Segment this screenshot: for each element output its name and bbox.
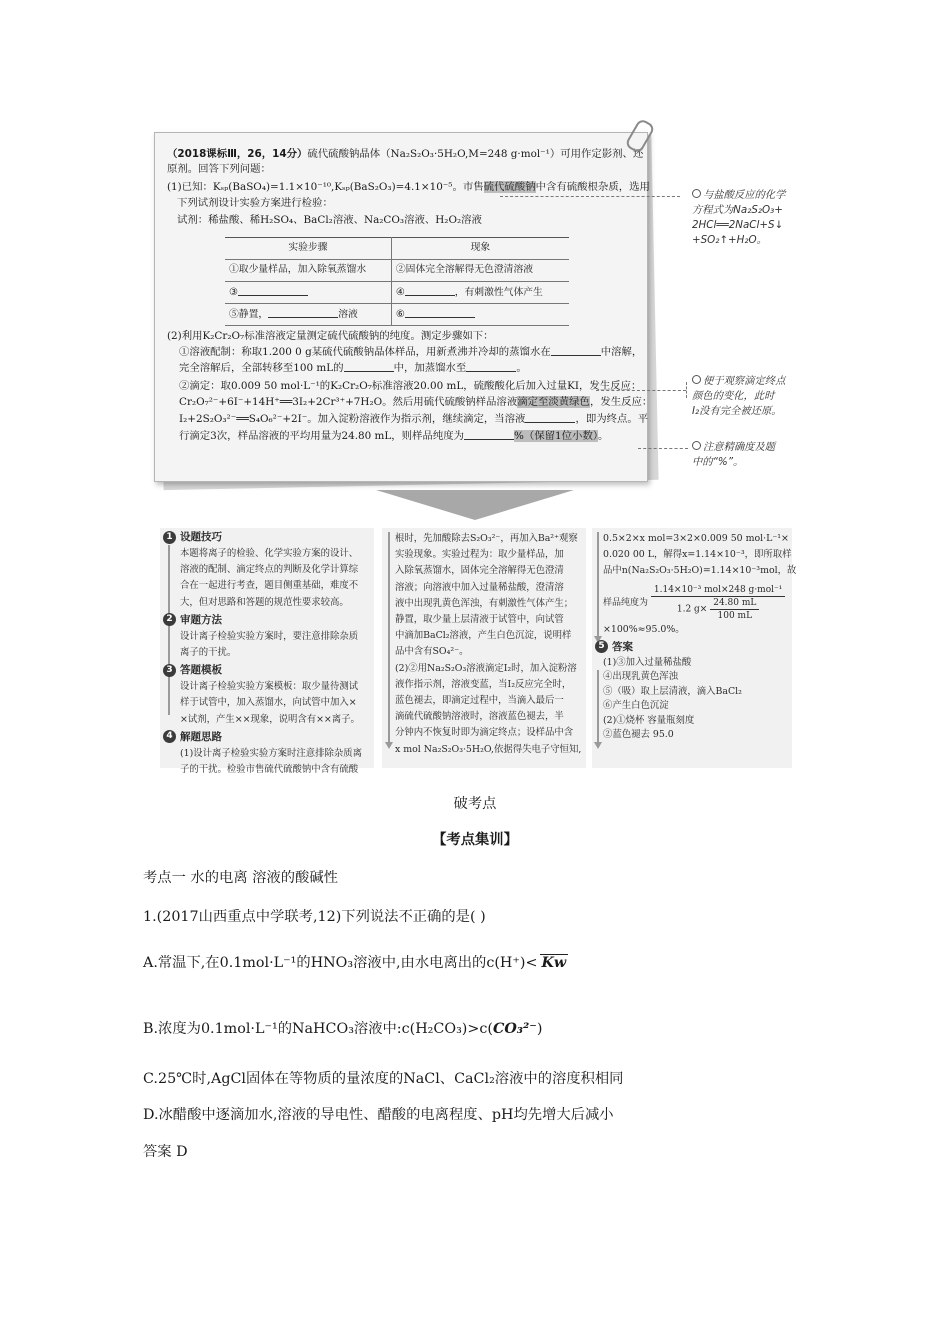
table-row: ⑤静置， 溶液 ⑥ [225,304,569,326]
question-stem: 1.(2017山西重点中学联考,12)下列说法不正确的是( ) [143,909,486,925]
highlight-precision: %（保留1位小数） [514,430,599,442]
margin-note-2: 便于观察滴定终点 颜色的变化，此时 I₂没有完全被还原。 [692,375,786,417]
section-header-2: 2 审题方法 [163,611,377,629]
table-header-steps: 实验步骤 [225,238,391,260]
note-bullet-icon [692,375,701,384]
card-line-2: 原剂。回答下列问题： [167,163,271,175]
answer-blank[interactable] [525,412,575,423]
timeline-arrow-icon [594,742,602,749]
answer-blank[interactable] [464,429,514,440]
analysis-column-2: 根时，先加酸除去S₂O₃²⁻，再加入Ba²⁺观察 实验现象。实验过程为：取少量样品，加 入除氧蒸馏水，固体完全溶解得无色澄清 溶液；向溶液中加入过量稀盐酸，澄清溶 液中出现乳黄色浑浊，有刺激性气体产生； 静置，取少量上层清液于试管中，向试管 中滴加BaCl₂溶液，产生白色沉淀，说明样 品中含有SO₄²⁻。 (2)②用Na₂S₂O₃溶液滴定I₂时，加入淀粉溶 液作指示剂，溶液变蓝，当I₂反应完全时， 蓝色褪去，即滴定过程中，当滴入最后一 滴硫代硫酸钠溶液时，溶液蓝色褪去，半 分钟内不恢复时即为滴定终点；设样品中含 x mol Na₂S₂O₃·5H₂O,依据得失电子守恒知, [395,533,582,755]
analysis-column-3: 0.5×2×x mol=3×2×0.009 50 mol·L⁻¹× 0.020 00 L，解得x=1.14×10⁻³，即所取样 品中n(Na₂S₂O₃·5H₂O)=1.14×10⁻³mol，故 样品纯度为 1.14×10⁻³ mol×248 g·mol⁻¹ 1.2 g× $\frac{24.80 mL}{100 mL}$ ×100%≈95.0%。 5 答案 (1)③加入过量稀盐酸 ④出现乳黄色浑浊 ⑤（吸）取上层清液，滴入BaCl₂ ⑥产生白色沉淀 (2)①烧杯 容量瓶刻度 ②蓝色褪去 95.0 [603,531,793,743]
timeline-bar [597,670,599,742]
topic-heading: 考点一 水的电离 溶液的酸碱性 [143,870,338,886]
analysis-column-1: 1 设题技巧 本题将离子的检验、化学实验方案的设计、 溶液的配制、滴定终点的判断及化学计算综 合在一起进行考查，题目侧重基础，难度不 大，但对思路和答题的规范性要求较高。 2 审题方法 设计离子检验实验方案时，要注意排除杂质 离子的干扰。 3 答题模板 设计离子检验实验方案模板：取少量待测试 样于试管中，加入蒸馏水，向试管中加入× ×试剂，产生××现象，说明含有××离子。 4 解题思路 (1)设计离子检验实验方案时注意排除杂质离 子的干扰。检验市售硫代硫酸钠中含有硫酸 [163,528,377,778]
timeline-bar [597,532,599,636]
section-header-5: 5 答案 [595,638,793,656]
note-connector [596,390,686,391]
section-header-4: 4 解题思路 [163,728,377,746]
problem-card [154,132,653,482]
answer-blank[interactable] [405,307,475,318]
question-1-instruction: 下列试剂设计实验方案进行检验： [177,197,333,209]
problem-source: （2018课标Ⅲ，26，14分） [167,148,308,160]
question-1-intro: (1)已知：Kₛₚ(BaSO₄)=1.1×10⁻¹⁰,Kₛₚ(BaS₂O₃)=4.1×10⁻⁵。市售硫代硫酸钠中含有硫酸根杂质，选用 [167,181,650,193]
table-row: ①取少量样品，加入除氧蒸馏水 ②固体完全溶解得无色澄清溶液 [225,260,569,282]
answer-blank[interactable] [551,345,601,356]
highlight-sodium-thiosulfate: 硫代硫酸钠 [483,181,536,193]
option-a[interactable]: A.常温下,在0.1mol·L⁻¹的HNO₃溶液中,由水电离出的c(H⁺)< Kw [143,955,567,971]
note-bullet-icon [692,189,701,198]
answer-blank[interactable] [405,285,455,296]
square-root-kw: Kw [541,955,567,971]
question-2-step-1: ①溶液配制：称取1.200 0 g某硫代硫酸钠晶体样品，用新煮沸并冷却的蒸馏水在 中溶解， [179,346,643,358]
question-2-step-1b: 完全溶解后，全部转移至100 mL的 中，加蒸馏水至 。 [179,362,527,374]
note-connector [638,448,688,449]
option-d[interactable]: D.冰醋酸中逐滴加水,溶液的导电性、醋酸的电离程度、pH均先增大后减小 [143,1107,614,1123]
question-2-step-2: ②滴定：取0.009 50 mol·L⁻¹的K₂Cr₂O₇标准溶液20.00 mL，硫酸酸化后加入过量KI，发生反应： [179,380,642,392]
section-header-1: 1 设题技巧 [163,528,377,546]
margin-note-1: 与盐酸反应的化学 方程式为Na₂S₂O₃+ 2HCl══2NaCl+S↓ +SO₂↑+H₂O。 [692,189,786,246]
timeline-arrow-icon [385,742,393,749]
reagent-list: 试剂：稀盐酸、稀H₂SO₄、BaCl₂溶液、Na₂CO₃溶液、H₂O₂溶液 [177,214,482,226]
question-2-reaction-2: I₂+2S₂O₃²⁻══S₄O₆²⁻+2I⁻。加入淀粉溶液作为指示剂，继续滴定，当溶液 ，即为终点。平 [179,413,649,425]
highlight-endpoint-color: 滴定至淡黄绿色 [517,396,590,408]
question-2-intro: (2)利用K₂Cr₂O₇标准溶液定量测定硫代硫酸钠的纯度。测定步骤如下： [167,330,494,342]
option-b[interactable]: B.浓度为0.1mol·L⁻¹的NaHCO₃溶液中:c(H₂CO₃)>c(CO₃²⁻) [143,1021,543,1037]
question-2-reaction-1: Cr₂O₇²⁻+6I⁻+14H⁺══3I₂+2Cr³⁺+7H₂O。然后用硫代硫酸钠样品溶液滴定至淡黄绿色，发生反应： [179,396,653,408]
answer-blank[interactable] [466,361,516,372]
answer-blank[interactable] [268,307,338,318]
question-2-purity: 行滴定3次，样品溶液的平均用量为24.80 mL，则样品纯度为 %（保留1位小数）。 [179,430,609,442]
card-line-1: （2018课标Ⅲ，26，14分）硫代硫酸钠晶体（Na₂S₂O₃·5H₂O,M=248 g·mol⁻¹）可用作定影剂、还 [167,148,644,160]
section-title: 破考点 [453,796,497,812]
table-header-phenomena: 现象 [391,238,569,260]
experiment-table [225,237,569,326]
margin-note-3: 注意精确度及题 中的“%”。 [692,441,776,468]
table-row: ③ ④ ，有刺激性气体产生 [225,282,569,304]
note-connector [686,382,688,398]
timeline-bar [388,532,390,742]
answer-blank[interactable] [238,285,308,296]
note-connector [500,196,680,197]
carbonate-ion: CO₃²⁻ [492,1021,537,1037]
section-subtitle: 【考点集训】 [432,832,518,848]
answer-blank[interactable] [344,361,394,372]
section-header-3: 3 答题模板 [163,661,377,679]
option-c[interactable]: C.25℃时,AgCl固体在等物质的量浓度的NaCl、CaCl₂溶液中的溶度积相同 [143,1071,624,1087]
note-bullet-icon [692,441,701,450]
answer-line: 答案 D [143,1144,188,1160]
purity-formula: 样品纯度为 1.14×10⁻³ mol×248 g·mol⁻¹ 1.2 g× $\frac{24.80 mL}{100 mL}$ [603,584,793,622]
down-arrow-icon [376,490,574,520]
